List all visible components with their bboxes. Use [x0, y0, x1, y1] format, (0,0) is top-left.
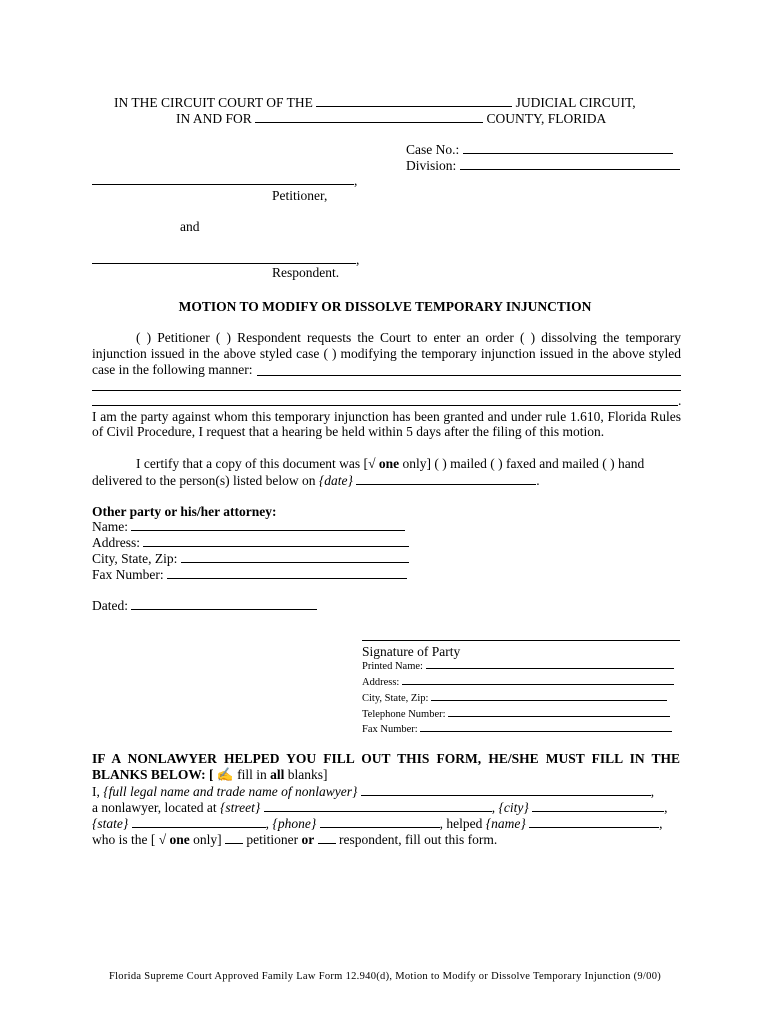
state-placeholder: {state}	[92, 816, 129, 831]
manner-row: case in the following manner:	[92, 362, 253, 377]
manner-field-line1[interactable]	[257, 375, 681, 376]
nonlawyer-heading-line1: IF A NONLAWYER HELPED YOU FILL OUT THIS FORM, HE/SHE MUST FILL IN THE	[92, 751, 680, 766]
form-footer: Florida Supreme Court Approved Family Law Form 12.940(d), Motion to Modify or Dissolve Temporary Injunction (9/00)	[108, 971, 662, 982]
checkmark-icon: √	[368, 456, 376, 471]
division-field[interactable]	[460, 157, 680, 170]
court-caption-line1: IN THE CIRCUIT COURT OF THE JUDICIAL CIRCUIT,	[114, 95, 636, 110]
date-placeholder: {date}	[318, 473, 353, 488]
nonlawyer-state-row: {state} , {phone} , helped {name} ,	[92, 816, 663, 831]
other-party-name-row: Name:	[92, 518, 405, 535]
city-field[interactable]	[532, 799, 664, 812]
certify-line2: delivered to the person(s) listed below on {date} .	[92, 473, 540, 488]
other-party-fax-field[interactable]	[167, 566, 407, 579]
full-name-placeholder: {full legal name and trade name of nonlawyer}	[103, 784, 358, 799]
city-placeholder: {city}	[498, 800, 529, 815]
signature-fax-row: Fax Number:	[362, 721, 672, 738]
telephone-row: Telephone Number:	[362, 706, 670, 723]
checkmark-icon: √	[158, 832, 167, 847]
signature-label: Signature of Party	[362, 644, 461, 659]
dated-field[interactable]	[131, 597, 317, 610]
and-label: and	[180, 219, 200, 234]
other-party-name-field[interactable]	[131, 518, 405, 531]
respondent-name-field[interactable]	[92, 263, 356, 264]
nonlawyer-role-row: who is the [ √ one only] petitioner or respondent, fill out this form.	[92, 832, 498, 847]
manner-field-line3[interactable]	[92, 405, 678, 406]
signature-address-field[interactable]	[402, 674, 674, 685]
printed-name-row: Printed Name:	[362, 658, 674, 675]
nonlawyer-location-row: a nonlawyer, located at {street} , {city} ,	[92, 800, 668, 815]
manner-period: .	[678, 393, 682, 408]
nonlawyer-name-row: I, {full legal name and trade name of nonlawyer} ,	[92, 784, 655, 799]
circuit-blank[interactable]	[316, 94, 512, 107]
petitioner-checkbox[interactable]	[225, 831, 243, 844]
other-party-address-row: Address:	[92, 534, 409, 551]
request-text-line2: injunction issued in the above styled case ( ) modifying the temporary injunction issued in the above styled	[92, 346, 681, 361]
court-caption-line2: IN AND FOR COUNTY, FLORIDA	[176, 111, 607, 126]
helped-name-field[interactable]	[529, 815, 659, 828]
dated-row: Dated:	[92, 597, 317, 614]
manner-field-line2[interactable]	[92, 390, 681, 391]
printed-name-field[interactable]	[426, 658, 674, 669]
petitioner-name-field[interactable]	[92, 184, 354, 185]
division-row: Division:	[406, 157, 680, 174]
county-blank[interactable]	[255, 110, 483, 123]
request-text-line1: ( ) Petitioner ( ) Respondent requests the Court to enter an order ( ) dissolving the temporary	[136, 330, 681, 345]
case-number-row: Case No.:	[406, 141, 673, 158]
nonlawyer-name-field[interactable]	[361, 783, 651, 796]
hearing-text-line1: I am the party against whom this temporary injunction has been granted and under rule 1.610, Florida Rules	[92, 409, 681, 424]
signature-line[interactable]	[362, 640, 680, 641]
nonlawyer-heading-line2: BLANKS BELOW: [ ✍ fill in all blanks]	[92, 767, 328, 782]
other-party-city-row: City, State, Zip:	[92, 550, 409, 567]
other-party-city-field[interactable]	[181, 550, 409, 563]
case-number-field[interactable]	[463, 141, 673, 154]
signature-city-field[interactable]	[431, 690, 667, 701]
telephone-field[interactable]	[448, 706, 670, 717]
pencil-icon: ✍	[216, 767, 234, 782]
hearing-text-line2: of Civil Procedure, I request that a hearing be held within 5 days after the filing of this motion.	[92, 424, 605, 439]
petitioner-label: Petitioner,	[272, 188, 328, 203]
respondent-label: Respondent.	[272, 265, 340, 280]
other-party-address-field[interactable]	[143, 534, 409, 547]
name-placeholder: {name}	[485, 816, 526, 831]
signature-address-row: Address:	[362, 674, 674, 691]
other-party-fax-row: Fax Number:	[92, 566, 407, 583]
street-field[interactable]	[264, 799, 492, 812]
signature-fax-field[interactable]	[420, 721, 672, 732]
petitioner-comma: ,	[354, 173, 358, 188]
phone-placeholder: {phone}	[272, 816, 317, 831]
state-field[interactable]	[132, 815, 266, 828]
respondent-checkbox[interactable]	[318, 831, 336, 844]
street-placeholder: {street}	[220, 800, 261, 815]
phone-field[interactable]	[320, 815, 440, 828]
delivery-date-field[interactable]	[356, 472, 536, 485]
signature-city-row: City, State, Zip:	[362, 690, 667, 707]
form-title: MOTION TO MODIFY OR DISSOLVE TEMPORARY INJUNCTION	[178, 299, 592, 314]
certify-line1: I certify that a copy of this document was [√ one only] ( ) mailed ( ) faxed and mailed ( ) hand	[136, 456, 645, 471]
other-party-heading: Other party or his/her attorney:	[92, 504, 277, 519]
respondent-comma: ,	[356, 252, 360, 267]
